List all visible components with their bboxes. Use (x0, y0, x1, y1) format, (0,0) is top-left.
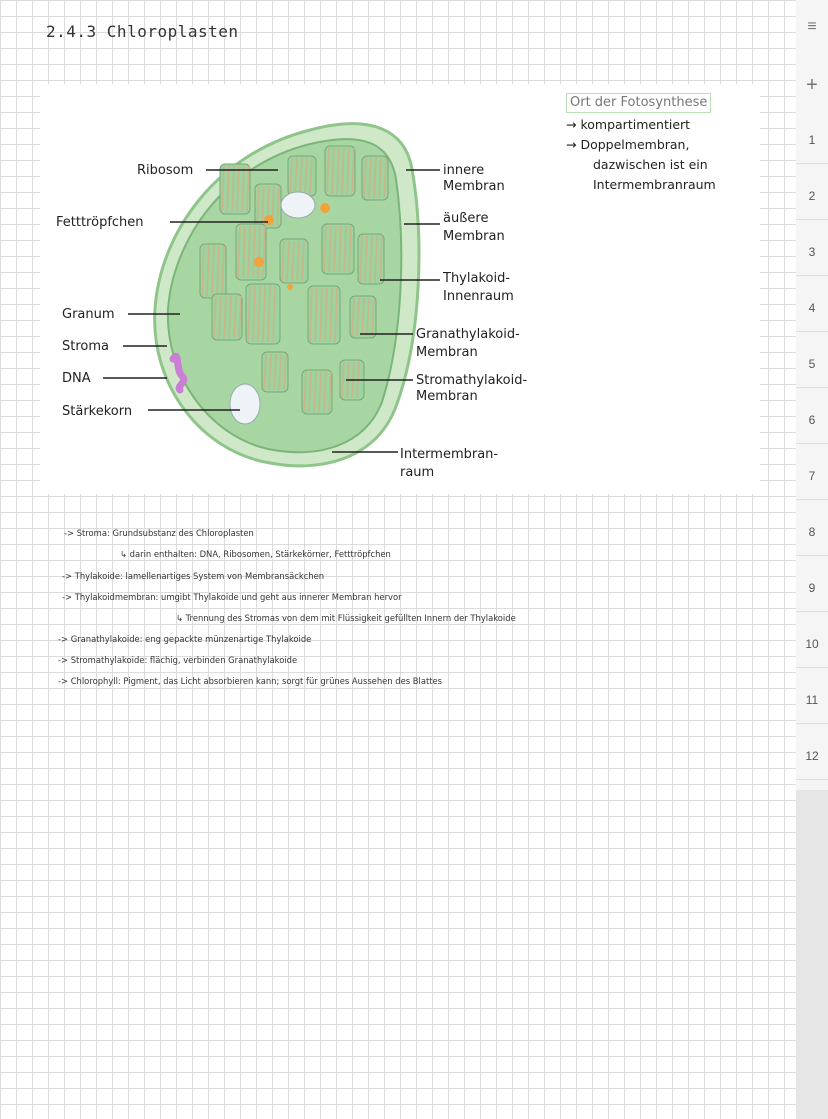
note-line: -> Thylakoide: lamellenartiges System von Membransäckchen (62, 571, 325, 581)
page-thumb-10[interactable]: 10 (796, 624, 828, 668)
plus-icon[interactable]: + (806, 74, 818, 96)
granum-stack (358, 234, 384, 284)
granum-stack (262, 352, 288, 392)
oil-droplet (287, 284, 293, 290)
note-line: -> Stroma: Grundsubstanz des Chloroplasten (64, 528, 254, 538)
granum-stack (325, 146, 355, 196)
granum-stack (236, 224, 266, 280)
menu-icon[interactable]: ≡ (807, 18, 817, 35)
label-thylakoid: Thylakoid- (443, 271, 511, 286)
note-line: -> Granathylakoide: eng gepackte münzenartige Thylakoide (58, 634, 312, 644)
page-title: 2.4.3 Chloroplasten (46, 22, 239, 41)
granum-stack (280, 239, 308, 283)
sidebar-empty-area (796, 790, 828, 1119)
oil-droplet (254, 257, 264, 267)
label-stromathylakoid: Stromathylakoid- (416, 373, 528, 388)
arrow-icon: → (566, 137, 577, 152)
label-staerkekorn: Stärkekorn (62, 404, 133, 419)
granum-stack (246, 284, 280, 344)
page-thumb-4[interactable]: 4 (796, 288, 828, 332)
page-thumb-2[interactable]: 2 (796, 176, 828, 220)
label-stroma: Stroma (62, 339, 109, 354)
granum-stack (308, 286, 340, 344)
side-notes-heading: Ort der Fotosynthese (566, 93, 711, 113)
label-thylakoid-2: Innenraum (443, 289, 514, 304)
page-sidebar (796, 0, 828, 1119)
side-note-item: kompartimentiert (580, 117, 691, 132)
granum-stack (212, 294, 242, 340)
label-stromathylakoid-2: Membran (416, 389, 478, 404)
page-thumb-3[interactable]: 3 (796, 232, 828, 276)
granum-stack (362, 156, 388, 200)
granum-stack (302, 370, 332, 414)
note-line: -> Chlorophyll: Pigment, das Licht absorbieren kann; sorgt für grünes Aussehen des Blattes (58, 676, 443, 686)
granum-stack (200, 244, 226, 298)
label-granathylakoid: Granathylakoid- (416, 327, 520, 342)
label-aeussere-2: Membran (443, 229, 505, 244)
label-innere-2: Membran (443, 179, 505, 194)
label-granathylakoid-2: Membran (416, 345, 478, 360)
granum-stack (288, 156, 316, 196)
page-thumb-11[interactable]: 11 (796, 680, 828, 724)
side-note-item: Doppelmembran, (580, 137, 690, 152)
granum-stack (220, 164, 250, 214)
side-note-item: Intermembranraum (593, 177, 716, 192)
side-notes (566, 92, 766, 195)
arrow-icon: → (566, 117, 577, 132)
page-thumb-5[interactable]: 5 (796, 344, 828, 388)
granum-stack (350, 296, 376, 338)
label-intermembranraum-2: raum (400, 465, 435, 480)
label-innere: innere (443, 163, 485, 178)
label-ribosom: Ribosom (137, 163, 194, 178)
label-intermembranraum: Intermembran- (400, 447, 499, 462)
label-aeussere: äußere (443, 211, 489, 226)
note-line: ↳ Trennung des Stromas von dem mit Flüssigkeit gefüllten Innern der Thylakoide (176, 613, 516, 623)
side-note-item: dazwischen ist ein (593, 157, 708, 172)
oil-droplet (264, 215, 274, 225)
page-thumb-7[interactable]: 7 (796, 456, 828, 500)
page-thumb-8[interactable]: 8 (796, 512, 828, 556)
granum-stack (322, 224, 354, 274)
oil-droplet (320, 203, 330, 213)
note-line: -> Thylakoidmembran: umgibt Thylakoide und geht aus innerer Membran hervor (62, 592, 402, 602)
page-thumb-1[interactable]: 1 (796, 120, 828, 164)
page-thumb-12[interactable]: 12 (796, 736, 828, 780)
page-thumb-6[interactable]: 6 (796, 400, 828, 444)
label-granum: Granum (62, 307, 115, 322)
starch-grain-top (281, 192, 315, 218)
starch-grain-bottom (230, 384, 260, 424)
label-dna: DNA (62, 371, 91, 386)
page-thumb-9[interactable]: 9 (796, 568, 828, 612)
note-line: -> Stromathylakoide: flächig, verbinden Granathylakoide (58, 655, 298, 665)
note-line: ↳ darin enthalten: DNA, Ribosomen, Stärkekörner, Fetttröpfchen (120, 549, 391, 559)
label-fetttroepfchen: Fetttröpfchen (56, 215, 144, 230)
